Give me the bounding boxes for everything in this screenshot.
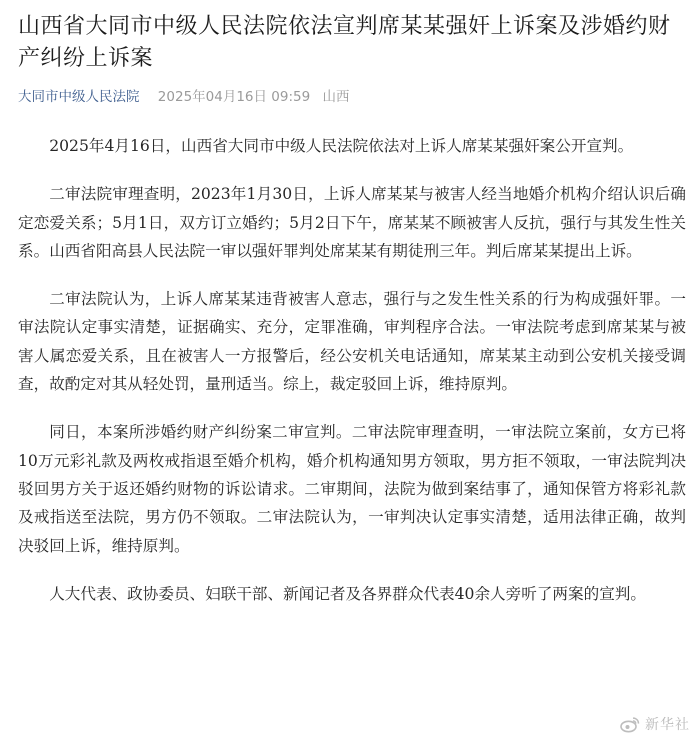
author-link[interactable]: 大同市中级人民法院 <box>18 89 140 105</box>
paragraph: 2025年4月16日，山西省大同市中级人民法院依法对上诉人席某某强奸案公开宣判。 <box>49 137 634 155</box>
paragraph: 二审法院审理查明，2023年1月30日，上诉人席某某与被害人经当地婚介机构介绍认识后确定恋爱关系；5月1日，双方订立婚约；5月2日下午，席某某不顾被害人反抗，强行与其发生性关系。山西省阳高县人民法院一审以强奸罪判处席某某有期徒刑三年。判后席某某提出上诉。 <box>18 185 686 260</box>
watermark-text: 新华社 <box>645 717 690 733</box>
article-meta <box>18 87 686 107</box>
paragraph: 二审法院认为，上诉人席某某违背被害人意志，强行与之发生性关系的行为构成强奸罪。一审法院认定事实清楚，证据确实、充分，定罪准确，审判程序合法。一审法院考虑到席某某与被害人属恋爱关系，且在被害人一方报警后，经公安机关电话通知，席某某主动到公安机关接受调查，故酌定对其从轻处罚，量刑适当。综上，裁定驳回上诉，维持原判。 <box>18 290 686 394</box>
article-body <box>18 132 686 608</box>
watermark <box>620 714 690 734</box>
paragraph: 人大代表、政协委员、妇联干部、新闻记者及各界群众代表40余人旁听了两案的宣判。 <box>49 584 646 603</box>
publish-date: 2025年04月16日 09:59 <box>157 89 311 105</box>
publish-location: 山西 <box>322 89 350 105</box>
weibo-icon <box>620 716 640 733</box>
article-title: 山西省大同市中级人民法院依法宣判席某某强奸上诉案及涉婚约财产纠纷上诉案 <box>18 14 671 71</box>
article <box>18 0 686 628</box>
paragraph: 同日，本案所涉婚约财产纠纷案二审宣判。二审法院审理查明，一审法院立案前，女方已将10万元彩礼款及两枚戒指退至婚介机构，婚介机构通知男方领取，男方拒不领取，一审法院判决驳回男方关于返还婚约财物的诉讼请求。二审期间，法院为做到案结事了，通知保管方将彩礼款及戒指送至法院，男方仍不领取。二审法院认为，一审判决认定事实清楚，适用法律正确，故判决驳回上诉，维持原判。 <box>18 423 686 555</box>
